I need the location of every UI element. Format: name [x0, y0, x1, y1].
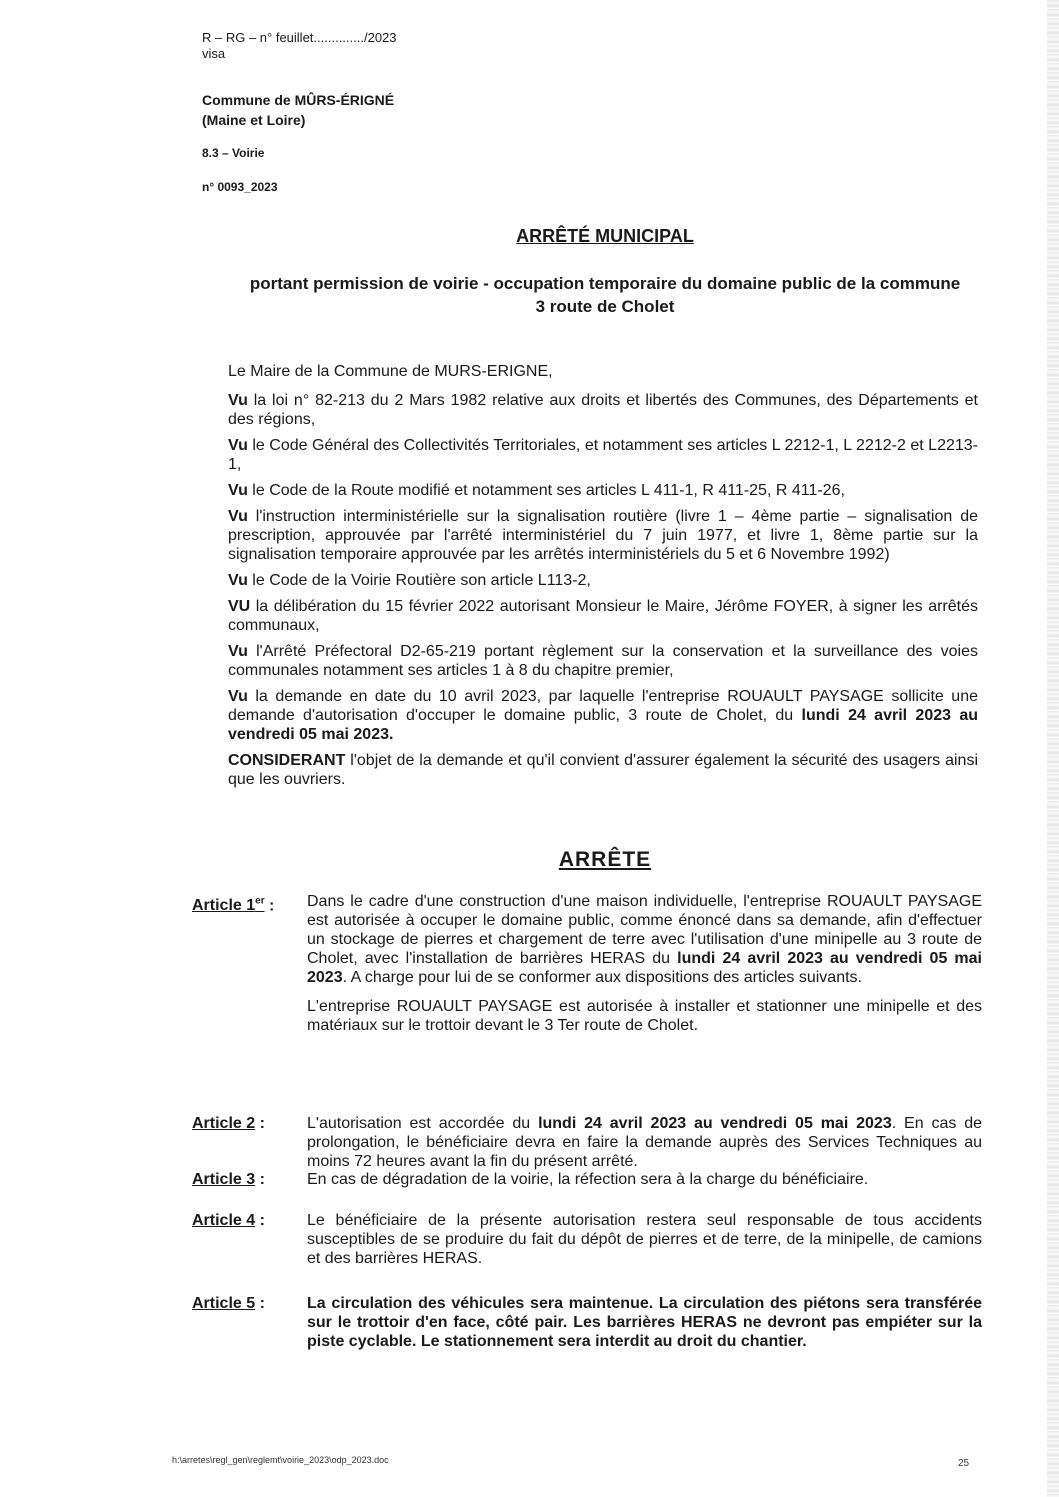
preamble-item: [228, 597, 978, 635]
preamble-item: [228, 507, 978, 564]
article-5: [192, 1294, 982, 1361]
preamble-end: .: [388, 726, 394, 743]
sheet-reference: R – RG – n° feuillet............../2023: [202, 30, 397, 45]
article-1: [192, 892, 982, 1045]
page-number: 25: [958, 1458, 970, 1469]
preamble-text: l'Arrêté Préfectoral D2-65-219 portant règlement sur la conservation et la surveillance des voies communales notamment ses articles 1 à 8 du chapitre premier,: [228, 643, 978, 679]
article-paragraph: L'autorisation est accordée du lundi 24 avril 2023 au vendredi 05 mai 2023. En cas de prolongation, le bénéficiaire devra en faire la demande auprès des Services Techniques au moins 72 heures avant la fin du présent arrêté.: [307, 1115, 983, 1170]
preamble-text: le Code de la Voirie Routière son article L113-2,: [247, 572, 591, 589]
preamble-text: la demande en date du 10 avril 2023, par laquelle l'entreprise ROUAULT PAYSAGE sollicite une demande d'autorisation d'occuper le domaine public, 3 route de Cholet, du: [228, 688, 978, 724]
preamble-text: l'instruction interministérielle sur la signalisation routière (livre 1 – 4ème partie – signalisation de prescription, approuvée par l'arrêté interministériel du 7 juin 1977, et livre 1, 8ème partie sur la signalisation temporaire approuvée par les arrêtés interministériels du 5 et 6 Novembre 1992): [228, 508, 978, 563]
preamble-item: [228, 571, 978, 590]
article-body: [307, 1211, 982, 1268]
article-label: Article 3 :: [192, 1171, 265, 1188]
article-4: [192, 1211, 982, 1278]
preamble-text: le Code de la Route modifié et notamment ses articles L 411-1, R 411-25, R 411-26,: [247, 482, 845, 499]
arrete-heading: ARRÊTE: [558, 848, 652, 871]
preamble-item: [228, 481, 978, 500]
article-body: [307, 1114, 982, 1171]
preamble-item: [228, 642, 978, 680]
preamble-lead: CONSIDERANT: [228, 752, 346, 769]
rubrique-label: 8.3 – Voirie: [202, 146, 265, 160]
preamble-lead: VU: [228, 598, 251, 615]
article-label: Article 2 :: [192, 1115, 265, 1132]
preamble: [228, 362, 978, 796]
article-3: [192, 1170, 982, 1199]
page-title: ARRÊTÉ MUNICIPAL: [516, 226, 694, 246]
preamble-item: [228, 687, 978, 744]
preamble-dates: lundi 24 avril 2023 au vendredi 05 mai 2023: [228, 707, 978, 743]
article-body: [307, 892, 982, 1035]
subtitle-line-2: 3 route de Cholet: [535, 297, 675, 316]
subtitle: [240, 272, 970, 318]
preamble-item: [228, 391, 978, 429]
visa-label: visa: [202, 46, 226, 61]
article-body: [307, 1170, 982, 1189]
article-paragraph: Dans le cadre d'une construction d'une maison individuelle, l'entreprise ROUAULT PAYSAGE est autorisée à occuper le domaine public, comme énoncé dans sa demande, afin d'effectuer un stockage de pierres et chargement de terre avec l'utilisation d'une minipelle au 3 route de Cholet, avec l'installation de barrières HERAS du lundi 24 avril 2023 au vendredi 05 mai 2023. A charge pour lui de se conformer aux dispositions des articles suivants.: [307, 893, 982, 986]
commune-name: Commune de MÛRS-ÉRIGNÉ: [202, 92, 395, 108]
preamble-text: la loi n° 82-213 du 2 Mars 1982 relative aux droits et libertés des Communes, des Départements et des régions,: [228, 392, 978, 428]
preamble-item: [228, 436, 978, 474]
preamble-lead: Vu: [228, 508, 248, 525]
scan-edge-artifact: [1047, 0, 1059, 1497]
commune-block: [202, 90, 394, 130]
preamble-lead: Vu: [228, 437, 248, 454]
commune-department: (Maine et Loire): [202, 112, 306, 128]
article-paragraph: Le bénéficiaire de la présente autorisation restera seul responsable de tous accidents susceptibles de se produire du fait du dépôt de pierres et de terre, de la minipelle, de camions et des barrières HERAS.: [307, 1212, 982, 1267]
subtitle-line-1: portant permission de voirie - occupation temporaire du domaine public de la commune: [249, 274, 961, 293]
article-body: [307, 1294, 982, 1351]
preamble-text: la délibération du 15 février 2022 autorisant Monsieur le Maire, Jérôme FOYER, à signer les arrêtés communaux,: [228, 598, 978, 634]
preamble-text: le Code Général des Collectivités Territoriales, et notamment ses articles L 2212-1, L 2212-2 et L2213-1,: [228, 437, 978, 473]
arrete-number: n° 0093_2023: [202, 180, 278, 194]
article-paragraph: L'entreprise ROUAULT PAYSAGE est autorisée à installer et stationner une minipelle et des matériaux sur le trottoir devant le 3 Ter route de Cholet.: [307, 998, 982, 1034]
preamble-lead: Vu: [228, 688, 248, 705]
article-superscript: er: [255, 896, 265, 907]
preamble-lead: Vu: [228, 392, 248, 409]
preamble-lead: Vu: [228, 572, 248, 589]
header-reference: [202, 30, 397, 62]
preamble-lead: Vu: [228, 482, 248, 499]
article-paragraph: En cas de dégradation de la voirie, la réfection sera à la charge du bénéficiaire.: [307, 1171, 869, 1188]
preamble-text: l'objet de la demande et qu'il convient d'assurer également la sécurité des usagers ainsi que les ouvriers.: [228, 752, 978, 788]
preamble-lead: Vu: [228, 643, 248, 660]
article-label: Article 4 :: [192, 1212, 265, 1229]
article-paragraph: La circulation des véhicules sera maintenue. La circulation des piétons sera transférée sur le trottoir d'en face, côté pair. Les barrières HERAS ne devront pas empiéter sur la piste cyclable. Le stationnement sera interdit au droit du chantier.: [307, 1295, 982, 1350]
article-label: Article 1er :: [192, 896, 275, 915]
article-label: Article 5 :: [192, 1295, 265, 1312]
preamble-item: [228, 751, 978, 789]
preamble-opening: Le Maire de la Commune de MURS-ERIGNE,: [228, 363, 553, 380]
footer-file-path: h:\arretes\regl_gen\reglemt\voirie_2023\odp_2023.doc: [172, 1455, 389, 1465]
